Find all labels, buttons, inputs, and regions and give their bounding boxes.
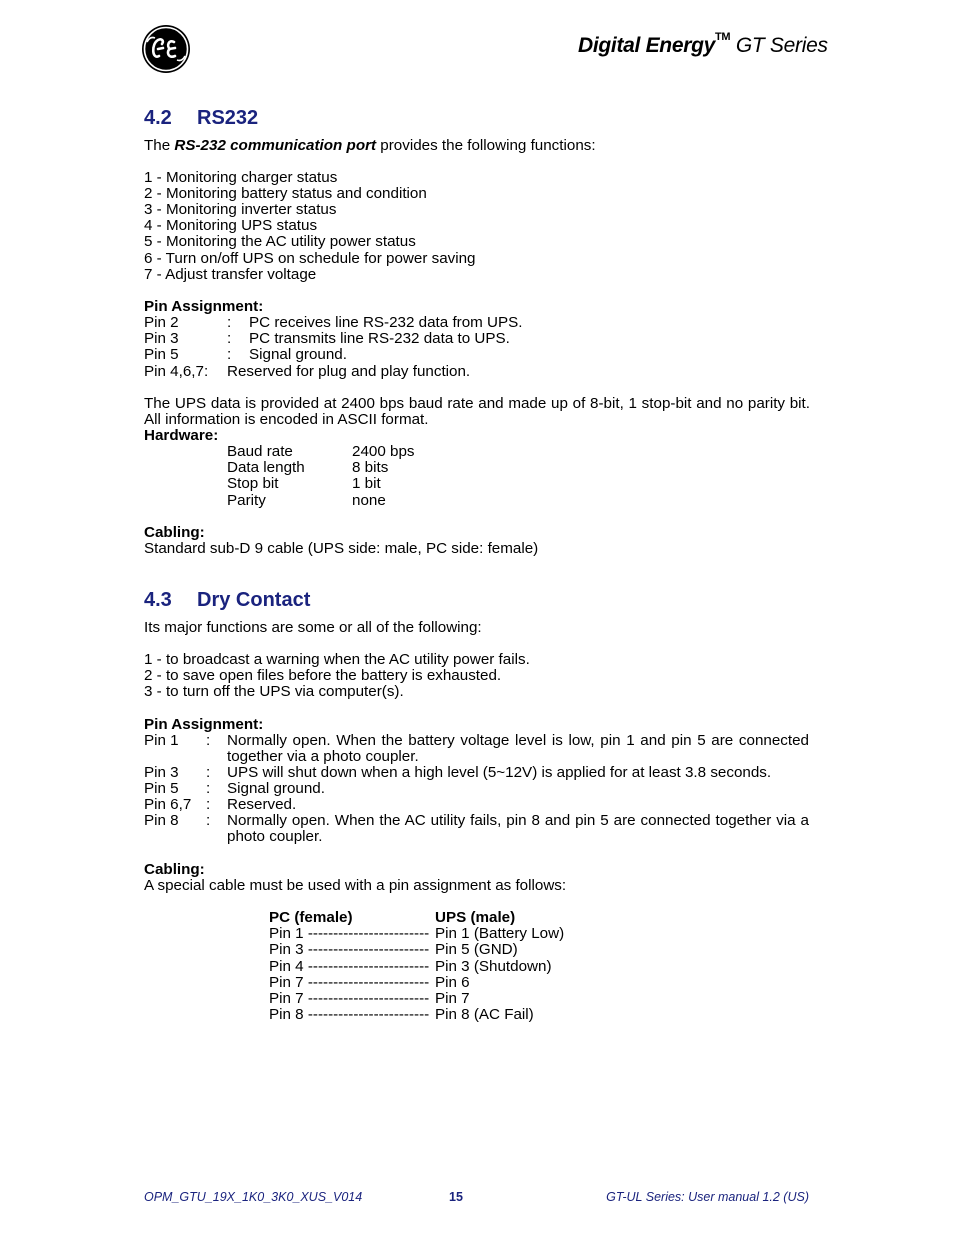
cable-pc-pin: Pin 8 ------------------------	[269, 1006, 430, 1023]
cabling-heading: Cabling:	[144, 861, 205, 878]
section-number: 4.2	[144, 107, 172, 129]
hardware-value: 8 bits	[352, 459, 389, 476]
brand-bold: Digital Energy	[578, 34, 715, 57]
hardware-key: Parity	[227, 492, 266, 509]
cabling-heading: Cabling:	[144, 524, 205, 541]
page-number: 15	[449, 1190, 463, 1204]
pin-label: Pin 3	[144, 764, 179, 781]
pin-separator: :	[227, 346, 232, 363]
section-rs232-heading	[144, 107, 259, 130]
dry-intro: Its major functions are some or all of the following:	[144, 619, 482, 636]
list-item: 7 - Adjust transfer voltage	[144, 266, 317, 283]
list-item: 5 - Monitoring the AC utility power status	[144, 233, 416, 250]
cable-pc-pin: Pin 7 ------------------------	[269, 974, 430, 991]
pin-label: Pin 5	[144, 346, 179, 363]
cable-ups-pin: Pin 5 (GND)	[435, 941, 518, 958]
pin-label: Pin 6,7	[144, 796, 192, 813]
rs232-intro	[144, 138, 596, 154]
cable-ups-pin: Pin 8 (AC Fail)	[435, 1006, 534, 1023]
cable-ups-pin: Pin 1 (Battery Low)	[435, 925, 565, 942]
list-item: 2 - Monitoring battery status and condition	[144, 185, 427, 202]
pin-label: Pin 1	[144, 732, 179, 749]
list-item: 4 - Monitoring UPS status	[144, 217, 318, 234]
hardware-key: Baud rate	[227, 443, 293, 460]
intro-post: provides the following functions:	[376, 137, 596, 154]
list-item: 1 - Monitoring charger status	[144, 169, 338, 186]
intro-pre: The	[144, 137, 175, 154]
footer-manual-title: GT-UL Series: User manual 1.2 (US)	[606, 1190, 809, 1204]
brand-series: GT Series	[730, 34, 828, 57]
cable-ups-pin: Pin 7	[435, 990, 470, 1007]
footer-document-code: OPM_GTU_19X_1K0_3K0_XUS_V014	[144, 1190, 363, 1204]
cable-header-ups: UPS (male)	[435, 909, 516, 926]
hardware-value: none	[352, 492, 386, 509]
pin-description: UPS will shut down when a high level (5~12V) is applied for at least 3.8 seconds.	[227, 764, 772, 781]
section-number: 4.3	[144, 589, 172, 611]
ge-logo	[141, 24, 191, 74]
cabling-text: A special cable must be used with a pin assignment as follows:	[144, 877, 567, 894]
section-dry-contact-heading	[144, 589, 311, 612]
list-item: 2 - to save open files before the battery is exhausted.	[144, 667, 502, 684]
pin-separator: :	[227, 330, 232, 347]
pin-description: PC transmits line RS-232 data to UPS.	[249, 330, 510, 347]
pin-label: Pin 2	[144, 314, 179, 331]
hardware-value: 2400 bps	[352, 443, 415, 460]
list-item: 6 - Turn on/off UPS on schedule for power saving	[144, 250, 476, 267]
section-title: Dry Contact	[197, 589, 311, 611]
pin-separator: :	[206, 732, 211, 749]
cable-pc-pin: Pin 1 ------------------------	[269, 925, 430, 942]
brand-title	[578, 31, 828, 58]
cable-pc-pin: Pin 7 ------------------------	[269, 990, 430, 1007]
pin-separator: :	[206, 796, 211, 813]
data-format-paragraph: The UPS data is provided at 2400 bps baud rate and made up of 8-bit, 1 stop-bit and no parity bit. All information is encoded in ASCII format.	[144, 395, 810, 428]
cable-pc-pin: Pin 3 ------------------------	[269, 941, 430, 958]
pin-label: Pin 5	[144, 780, 179, 797]
intro-emphasis: RS-232 communication port	[174, 137, 377, 154]
pin-assignment-heading: Pin Assignment:	[144, 298, 264, 315]
pin-description: Signal ground.	[227, 780, 325, 797]
cable-pc-pin: Pin 4 ------------------------	[269, 958, 430, 975]
pin-assignment-heading: Pin Assignment:	[144, 716, 264, 733]
pin-separator: :	[227, 314, 232, 331]
list-item: 1 - to broadcast a warning when the AC utility power fails.	[144, 651, 530, 668]
list-item: 3 - to turn off the UPS via computer(s).	[144, 683, 404, 700]
pin-separator: :	[206, 812, 211, 829]
pin-label: Pin 8	[144, 812, 179, 829]
trademark-symbol: TM	[715, 31, 731, 43]
pin-description: Normally open. When the AC utility fails, pin 8 and pin 5 are connected together via a photo coupler.	[227, 812, 809, 845]
pin-description: Normally open. When the battery voltage level is low, pin 1 and pin 5 are connected together via a photo coupler.	[227, 732, 809, 765]
cable-ups-pin: Pin 6	[435, 974, 470, 991]
pin-description: Signal ground.	[249, 346, 347, 363]
list-item: 3 - Monitoring inverter status	[144, 201, 337, 218]
hardware-key: Data length	[227, 459, 305, 476]
cable-header-pc: PC (female)	[269, 909, 353, 926]
pin-description: Reserved.	[227, 796, 297, 813]
pin-label: Pin 4,6,7:	[144, 363, 209, 380]
hardware-heading: Hardware:	[144, 427, 219, 444]
cabling-text: Standard sub-D 9 cable (UPS side: male, PC side: female)	[144, 540, 539, 557]
pin-label: Pin 3	[144, 330, 179, 347]
pin-description: PC receives line RS-232 data from UPS.	[249, 314, 523, 331]
hardware-value: 1 bit	[352, 475, 381, 492]
section-title: RS232	[197, 107, 259, 129]
pin-description: Reserved for plug and play function.	[227, 363, 471, 380]
pin-separator: :	[206, 780, 211, 797]
cable-ups-pin: Pin 3 (Shutdown)	[435, 958, 552, 975]
hardware-key: Stop bit	[227, 475, 279, 492]
pin-separator: :	[206, 764, 211, 781]
